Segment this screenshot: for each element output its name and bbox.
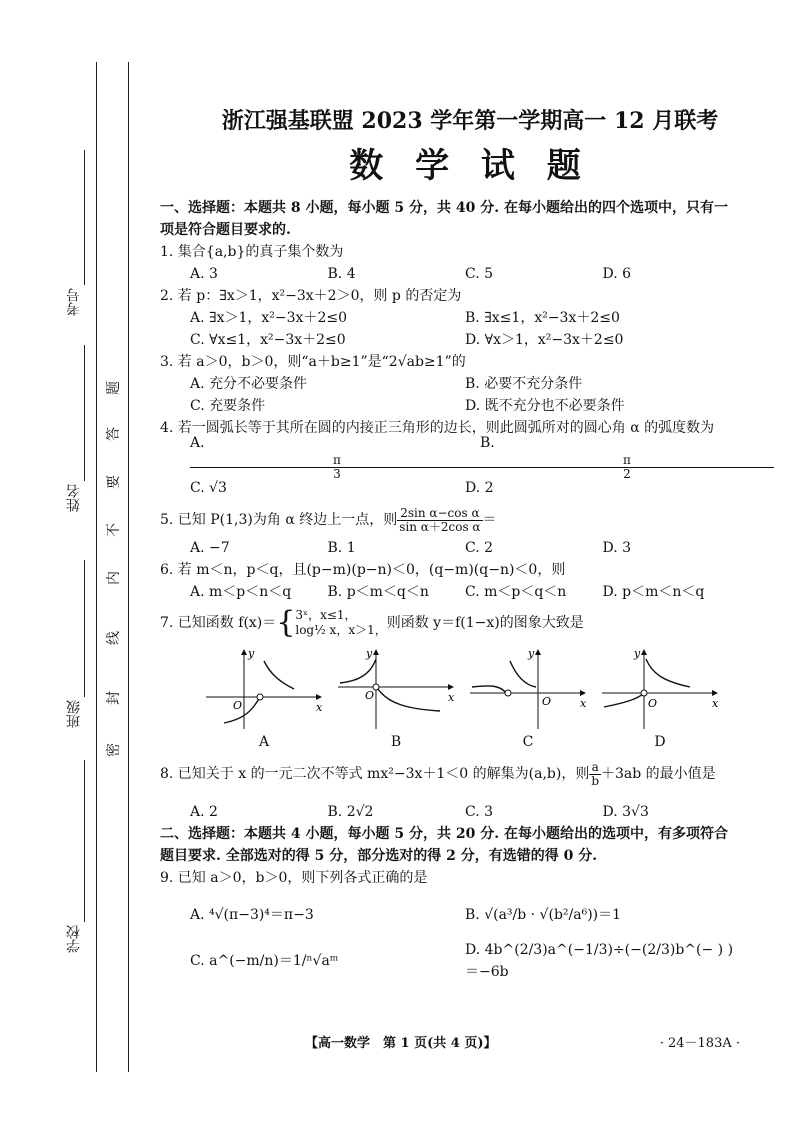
- section-2-heading: 二、选择题：本题共 4 小题，每小题 5 分，共 20 分. 在每小题给出的选项中，有多项符合题目要求. 全部选对的得 5 分，部分选对的得 2 分，有选错的得 0 分.: [160, 826, 728, 864]
- question-2-stem: 2. 若 p：∃x＞1，x²−3x＋2＞0，则 p 的否定为: [160, 288, 462, 304]
- option-a: A. ∃x＞1，x²−3x＋2≤0: [190, 310, 347, 326]
- option-c: C. ∀x≤1，x²−3x＋2≤0: [190, 332, 346, 348]
- question-4-options-row1: [160, 434, 740, 481]
- class-label: 班级: [66, 700, 82, 728]
- option-a: A. −7: [190, 540, 230, 556]
- seal-char: 封: [106, 691, 122, 705]
- question-9-options-row1: [160, 889, 740, 941]
- graph-a-label: A: [258, 734, 270, 750]
- option-b-letter: B.: [480, 434, 495, 451]
- graph-b: [336, 647, 456, 753]
- option-c: C. 3: [465, 804, 494, 820]
- question-7-text-a: 7. 已知函数 f(x)＝: [160, 615, 277, 631]
- question-2-options-row1: [160, 307, 740, 329]
- denominator: sin α＋2cos α: [399, 519, 481, 534]
- denominator: 3: [333, 466, 341, 481]
- question-5-stem: [160, 503, 740, 537]
- question-5-text: 5. 已知 P(1,3)为角 α 终边上一点，则: [160, 512, 398, 528]
- graph-c-label: C: [522, 734, 534, 750]
- piecewise-brace: {: [276, 605, 296, 640]
- question-3-options-row1: [160, 373, 740, 395]
- svg-text:x: x: [580, 697, 587, 710]
- svg-text:O: O: [542, 695, 552, 708]
- seal-char: 答: [106, 427, 122, 441]
- seal-char: 题: [106, 381, 122, 395]
- option-b: B. √(a³/b · √(b²/a⁶))＝1: [465, 907, 622, 923]
- option-a: A. m＜p＜n＜q: [190, 584, 292, 600]
- option-c: C. 5: [465, 266, 494, 282]
- paper-code: · 24－183A ·: [659, 1036, 740, 1051]
- question-6-stem: 6. 若 m＜n，p＜q，且(p−m)(p−n)＜0，(q−m)(q−n)＜0，则: [160, 562, 566, 578]
- section-1-heading: 一、选择题：本题共 8 小题，每小题 5 分，共 40 分. 在每小题给出的四个选项中，只有一项是符合题目要求的.: [160, 200, 728, 238]
- option-d: D. 3: [602, 540, 632, 556]
- graph-d-plot: [600, 647, 720, 731]
- option-a: A. 充分不必要条件: [190, 376, 308, 392]
- graph-d: [600, 647, 720, 753]
- svg-text:x: x: [712, 697, 719, 710]
- graph-d-label: D: [654, 734, 666, 750]
- numerator: π: [480, 454, 774, 468]
- option-b: B. 2√2: [327, 804, 374, 820]
- numerator: a: [589, 761, 601, 775]
- option-c: C. √3: [190, 480, 227, 496]
- option-a: A. ⁴√(π−3)⁴＝π−3: [190, 907, 314, 923]
- piecewise-cases: [295, 608, 386, 638]
- svg-text:x: x: [448, 691, 455, 704]
- equals-sign: ＝: [482, 512, 497, 528]
- svg-text:O: O: [648, 697, 658, 710]
- name-label: 姓名: [66, 484, 82, 512]
- fraction: [397, 507, 482, 534]
- svg-text:O: O: [233, 699, 243, 712]
- option-d: D. 2: [465, 480, 494, 496]
- option-c: C. a^(−m/n)＝1/ⁿ√aᵐ: [190, 953, 339, 969]
- option-d: D. 既不充分也不必要条件: [465, 398, 625, 414]
- subject-title: 数 学 试 题: [349, 146, 591, 186]
- seal-char: 要: [106, 475, 122, 489]
- option-c: C. 2: [465, 540, 494, 556]
- exam-number-line: [84, 150, 85, 285]
- graph-a-plot: [204, 647, 324, 731]
- option-a: A. 2: [190, 804, 218, 820]
- option-d: D. ∀x＞1，x²−3x＋2≤0: [465, 332, 624, 348]
- option-d: D. 3√3: [602, 804, 649, 820]
- question-7-text-b: 则函数 y＝f(1−x)的图象大致是: [386, 615, 584, 631]
- question-2-options-row2: [160, 329, 740, 351]
- graph-b-plot: [336, 647, 456, 731]
- option-c: C. 充要条件: [190, 398, 266, 414]
- name-line: [84, 345, 85, 481]
- question-5-options: [160, 537, 740, 559]
- graph-a: [204, 647, 324, 753]
- option-d: D. p＜m＜n＜q: [602, 584, 705, 600]
- option-d: D. 6: [602, 266, 632, 282]
- binding-line-outer: [96, 62, 97, 1072]
- question-3-options-row2: [160, 395, 740, 417]
- case-1: 3ˣ，x≤1，: [295, 608, 357, 622]
- question-8-stem: [160, 757, 740, 791]
- option-a-letter: A.: [190, 434, 205, 451]
- seal-char: 内: [106, 571, 122, 585]
- case-2: log½ x，x＞1，: [295, 623, 387, 637]
- question-1-options: [160, 263, 740, 285]
- school-label: 学校: [66, 925, 82, 953]
- question-1-stem: 1. 集合{a,b}的真子集个数为: [160, 244, 344, 260]
- question-content: [160, 197, 740, 981]
- seal-char: 线: [106, 631, 122, 645]
- question-8-text-b: ＋3ab 的最小值是: [601, 766, 716, 782]
- question-3-stem: 3. 若 a＞0，b＞0，则“a＋b≥1”是“2√ab≥1”的: [160, 354, 466, 370]
- option-b: B. 4: [327, 266, 356, 282]
- option-b: B. p＜m＜q＜n: [327, 584, 429, 600]
- option-b: B. ∃x≤1，x²−3x＋2≤0: [465, 310, 620, 326]
- question-7-graphs: [160, 647, 740, 753]
- page-number: 【高一数学 第 1 页(共 4 页)】: [305, 1036, 497, 1051]
- numerator: 2sin α−cos α: [397, 507, 482, 521]
- question-8-options: [160, 801, 740, 823]
- svg-text:y: y: [366, 647, 373, 660]
- option-d: D. 4b^(2/3)a^(−1/3)÷(−(2/3)b^(− ) )＝−6b: [465, 942, 734, 980]
- svg-text:O: O: [365, 689, 375, 702]
- fraction: [589, 761, 601, 788]
- question-8-text-a: 8. 已知关于 x 的一元二次不等式 mx²−3x＋1＜0 的解集为(a,b)，则: [160, 766, 590, 782]
- option-b: B. 1: [327, 540, 356, 556]
- option-a: [190, 432, 480, 481]
- exam-number-label: 考号: [66, 288, 82, 316]
- option-b: B. 必要不充分条件: [465, 376, 583, 392]
- svg-text:x: x: [316, 701, 323, 714]
- option-a: A. 3: [190, 266, 218, 282]
- graph-c: [468, 647, 588, 753]
- exam-title: 浙江强基联盟 2023 学年第一学期高一 12 月联考: [221, 108, 719, 134]
- question-7-stem: [160, 603, 740, 643]
- denominator: b: [591, 773, 600, 788]
- graph-b-label: B: [390, 734, 402, 750]
- class-line: [84, 560, 85, 697]
- question-9-stem: 9. 已知 a＞0，b＞0，则下列各式正确的是: [160, 870, 428, 886]
- graph-c-plot: [468, 647, 588, 731]
- school-line: [84, 760, 85, 922]
- question-6-options: [160, 581, 740, 603]
- svg-text:y: y: [248, 647, 255, 660]
- binding-line-inner: [128, 62, 129, 1072]
- question-9-options-row2: [160, 941, 740, 981]
- svg-text:y: y: [528, 647, 535, 660]
- seal-char: 密: [106, 743, 122, 757]
- question-4-options-row2: [160, 473, 740, 503]
- svg-text:y: y: [634, 647, 641, 660]
- numerator: π: [190, 454, 484, 468]
- question-4-stem: 4. 若一圆弧长等于其所在圆的内接正三角形的边长，则此圆弧所对的圆心角 α 的弧度数为: [160, 420, 715, 436]
- denominator: 2: [623, 466, 631, 481]
- seal-char: 不: [106, 523, 122, 537]
- option-c: C. m＜p＜q＜n: [465, 584, 567, 600]
- option-b: [480, 432, 770, 481]
